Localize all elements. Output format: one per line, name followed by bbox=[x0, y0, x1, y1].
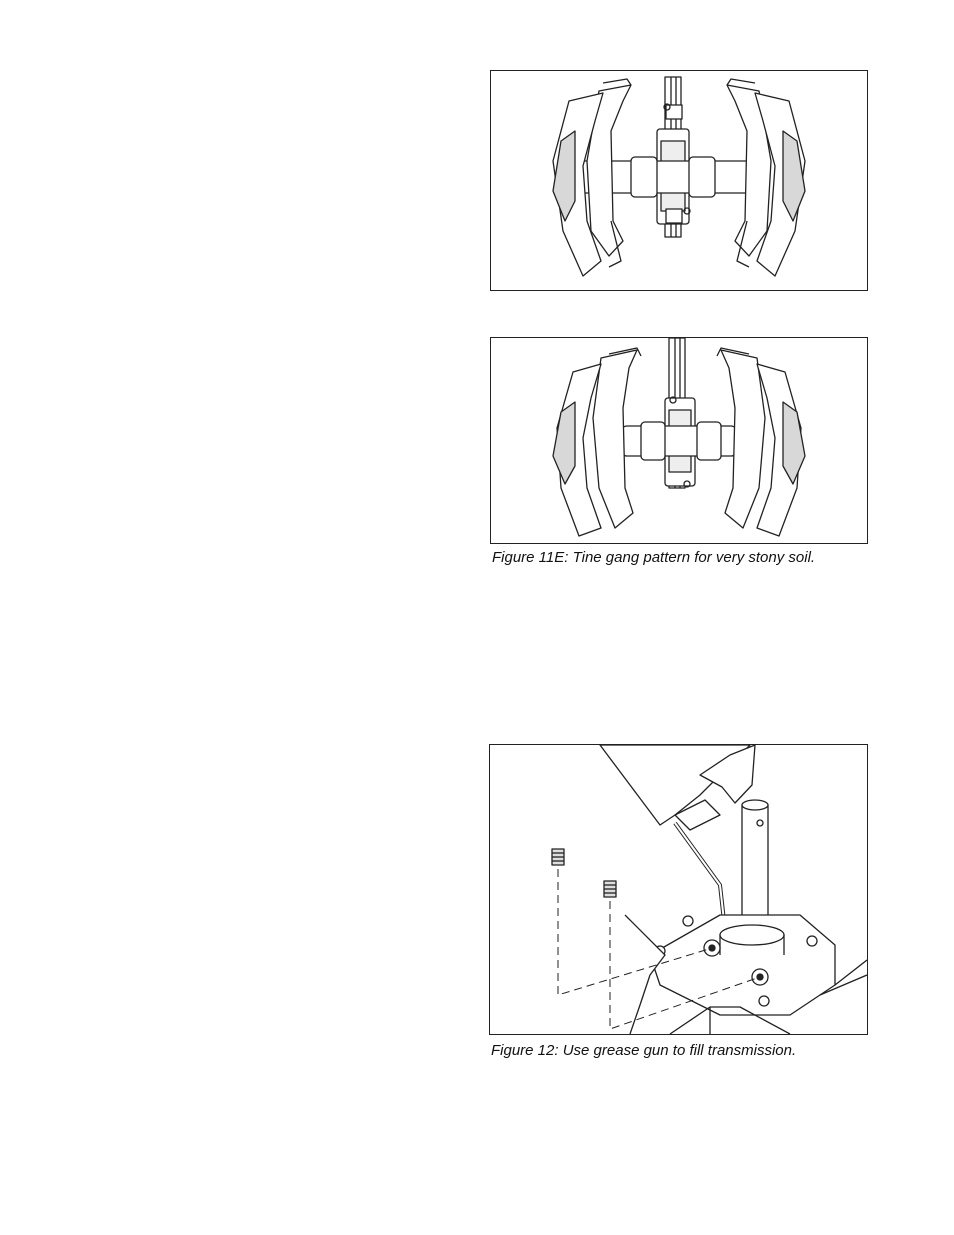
figure-12-caption: Figure 12: Use grease gun to fill transmission. bbox=[491, 1042, 797, 1059]
tine-gang-figure-stony bbox=[490, 337, 868, 544]
tine-gang-illustration bbox=[491, 71, 867, 290]
grease-gun-figure bbox=[489, 744, 868, 1035]
tine-gang-figure-upper bbox=[490, 70, 868, 291]
tine-gang-stony-illustration bbox=[491, 338, 867, 543]
figure-11e-caption: Figure 11E: Tine gang pattern for very stony soil. bbox=[492, 549, 816, 566]
grease-gun-illustration bbox=[490, 745, 867, 1034]
